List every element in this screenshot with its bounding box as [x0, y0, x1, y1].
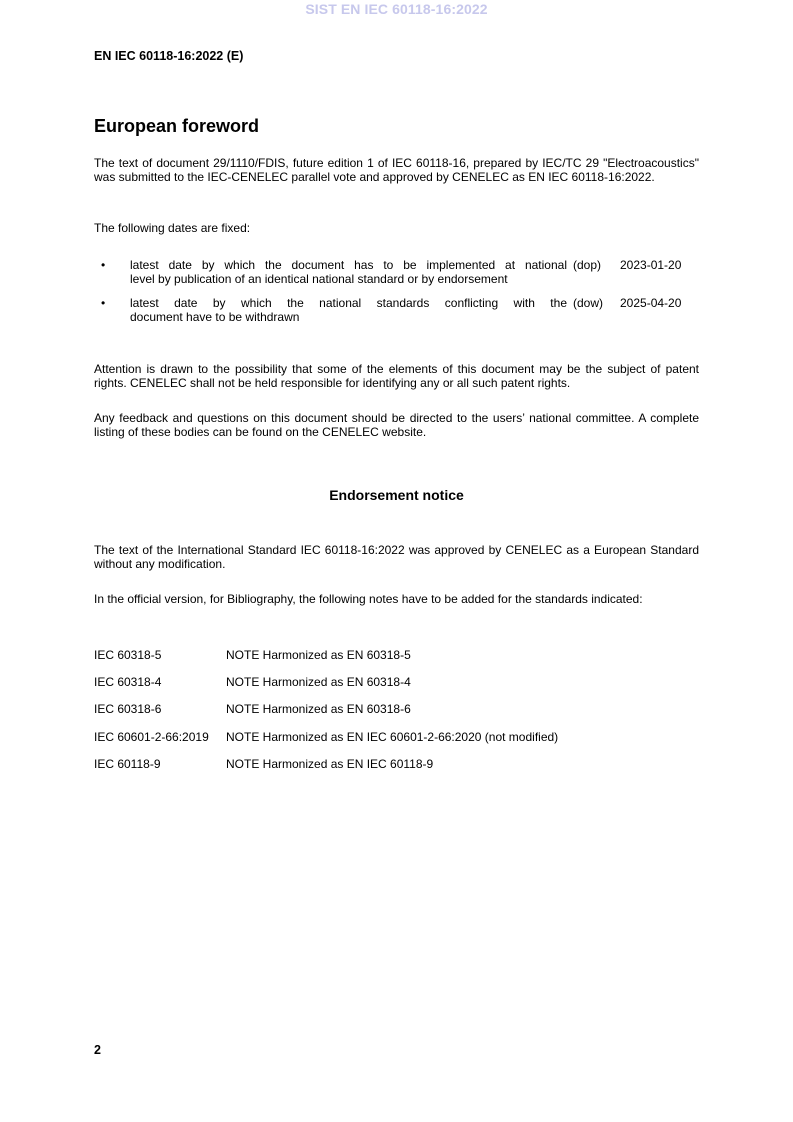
date-row-dow: [94, 297, 699, 327]
date-code: (dow): [573, 296, 604, 310]
harmonized-note: NOTE Harmonized as EN 60318-5: [226, 648, 411, 662]
standard-reference: IEC 60318-4: [94, 675, 162, 689]
harmonized-note: NOTE Harmonized as EN IEC 60601-2-66:2020 (not modified): [226, 730, 559, 744]
patent-attention-paragraph: Attention is drawn to the possibility that some of the elements of this document may be the subject of patent rights. CENELEC shall not be held responsible for identifying any or all such patent rights.: [94, 362, 699, 390]
standard-reference: IEC 60318-6: [94, 702, 162, 716]
harmonized-note: NOTE Harmonized as EN IEC 60118-9: [226, 757, 434, 771]
bullet: •: [101, 258, 106, 272]
date-value: 2023-01-20: [620, 258, 682, 272]
foreword-intro-paragraph: The text of document 29/1110/FDIS, future edition 1 of IEC 60118-16, prepared by IEC/TC 29 "Electroacoustics" was submitted to the IEC-CENELEC parallel vote and approved by CENELEC as EN IEC 60118-16:2022.: [94, 156, 699, 184]
date-row-dop: [94, 259, 699, 289]
date-description-line: latest date by which the document has to be implemented at national: [130, 258, 567, 272]
standard-reference: IEC 60118-9: [94, 757, 161, 771]
harmonized-note: NOTE Harmonized as EN 60318-4: [226, 675, 411, 689]
date-description: [130, 297, 567, 324]
page-number: 2: [94, 1043, 101, 1057]
endorsement-paragraph: The text of the International Standard IEC 60118-16:2022 was approved by CENELEC as a European Standard without any modification.: [94, 543, 699, 571]
date-value: 2025-04-20: [620, 296, 682, 310]
date-description-line: level by publication of an identical national standard or by endorsement: [130, 271, 508, 286]
date-description: [130, 259, 567, 286]
bullet: •: [101, 296, 106, 310]
feedback-paragraph: Any feedback and questions on this document should be directed to the users’ national committee. A complete listing of these bodies can be found on the CENELEC website.: [94, 411, 699, 439]
bibliography-lead-paragraph: In the official version, for Bibliography, the following notes have to be added for the standards indicated:: [94, 592, 643, 606]
foreword-title: European foreword: [94, 116, 260, 136]
date-description-line: latest date by which the national standards conflicting with the: [130, 296, 567, 310]
standard-reference: IEC 60601-2-66:2019: [94, 730, 209, 744]
endorsement-title: Endorsement notice: [329, 487, 464, 503]
document-id: EN IEC 60118-16:2022 (E): [94, 49, 244, 63]
date-code: (dop): [573, 258, 602, 272]
harmonized-note: NOTE Harmonized as EN 60318-6: [226, 702, 411, 716]
date-description-line: document have to be withdrawn: [130, 309, 300, 324]
watermark: SIST EN IEC 60118-16:2022: [305, 1, 488, 17]
standard-reference: IEC 60318-5: [94, 648, 162, 662]
dates-lead-paragraph: The following dates are fixed:: [94, 221, 251, 235]
